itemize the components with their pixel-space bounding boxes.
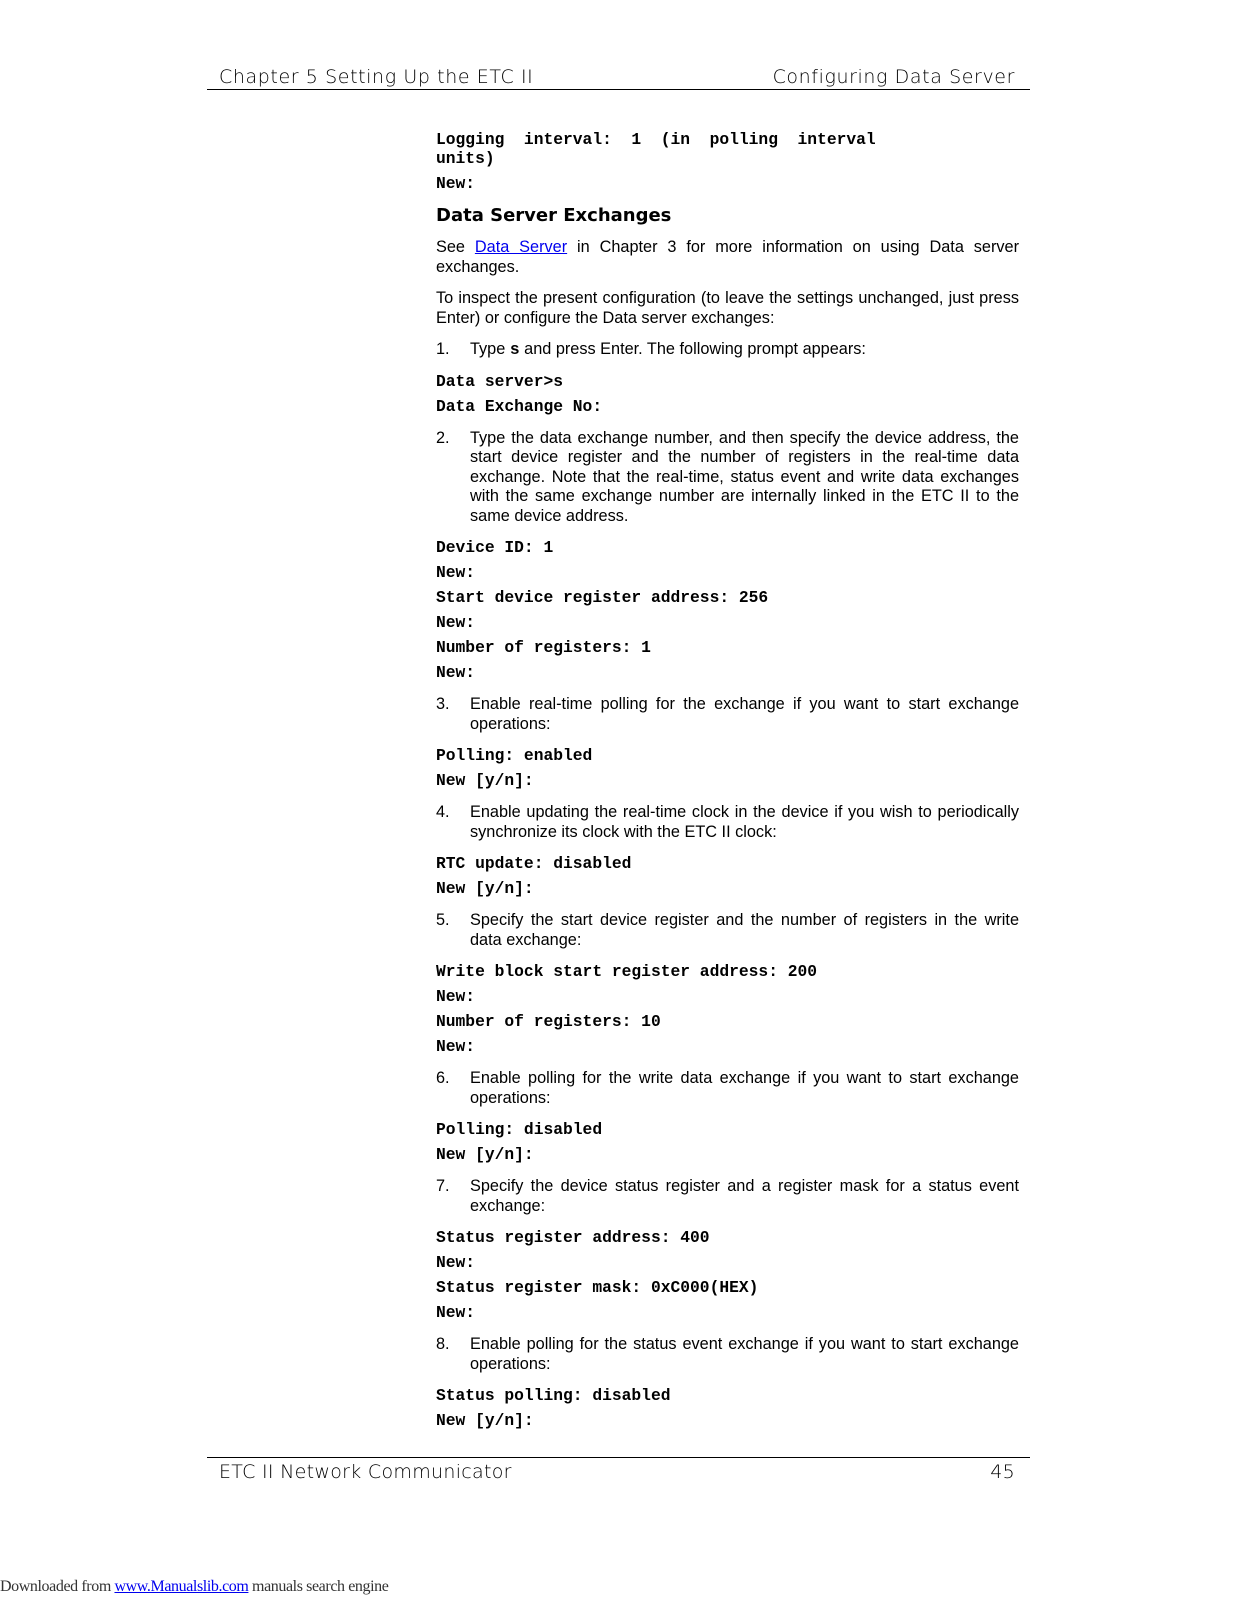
step-text: Enable updating the real-time clock in the device if you wish to periodically synchronize its clock with the ETC II clock: [470,803,1019,841]
step-number: 1. [436,340,450,358]
inspect-config-paragraph: To inspect the present configuration (to leave the settings unchanged, just press Enter) or configure the Data server exchanges: [436,289,1019,327]
logging-new-prompt: New: [436,174,476,193]
step-text: Type the data exchange number, and then specify the device address, the start device register and the number of registers in the real-time data exchange. Note that the real-time, status event and write data exchanges with the same exchange number are internally linked in the ETC II to the same device address. [470,428,1019,525]
see-data-server-paragraph: See Data Server in Chapter 3 for more information on using Data server exchanges. [436,238,1019,276]
header-rule [207,89,1030,90]
step-item [436,911,1019,950]
console-prompt: Status polling: disabled [436,1386,671,1405]
console-prompt: New [y/n]: [436,771,534,790]
console-prompt: Write block start register address: 200 [436,962,818,981]
step-number: 8. [436,1335,450,1353]
console-prompt: Status register address: 400 [436,1228,710,1247]
running-header-section: Configuring Data Server [772,66,1015,88]
page-content [436,130,1019,1430]
step-item [436,803,1019,842]
step-text: Enable polling for the status event exchange if you want to start exchange operations: [470,1335,1019,1373]
steps-list [436,340,1019,1430]
console-prompt: New [y/n]: [436,1411,534,1430]
console-prompt: New: [436,613,476,632]
console-prompt: New: [436,563,476,582]
step-text: Type s and press Enter. The following prompt appears: [470,340,866,359]
console-prompt: New: [436,1303,476,1322]
logging-interval-prompt: Logging interval: 1 (in polling interval units) [436,130,886,168]
footer-rule [207,1457,1030,1458]
step-number: 7. [436,1177,450,1195]
page-number: 45 [990,1461,1015,1483]
console-prompt: Device ID: 1 [436,538,554,557]
step-item [436,695,1019,734]
console-prompt: New: [436,987,476,1006]
console-prompt: Polling: disabled [436,1120,603,1139]
inline-command: s [509,340,520,359]
console-prompt: New [y/n]: [436,1145,534,1164]
console-prompt: Start device register address: 256 [436,588,769,607]
console-prompt: Polling: enabled [436,746,593,765]
step-text: Specify the device status register and a register mask for a status event exchange: [470,1177,1019,1215]
step-text: Enable real-time polling for the exchange if you want to start exchange operations: [470,695,1019,733]
step-text: Enable polling for the write data exchange if you want to start exchange operations: [470,1069,1019,1107]
running-header-chapter: Chapter 5 Setting Up the ETC II [219,66,534,88]
step-number: 4. [436,803,450,821]
step-number: 2. [436,428,450,447]
console-prompt: Data server>s [436,371,564,391]
console-prompt: Data Exchange No: [436,396,603,416]
step-item [436,1335,1019,1374]
step-number: 6. [436,1069,450,1087]
section-heading: Data Server Exchanges [436,205,672,226]
data-server-link[interactable]: Data Server [474,238,568,256]
step-number: 5. [436,911,450,929]
console-prompt: Number of registers: 10 [436,1012,661,1031]
step-item [436,1069,1019,1108]
manualslib-link[interactable]: www.Manualslib.com [114,1578,249,1595]
step-item [436,1177,1019,1216]
console-prompt: New: [436,1253,476,1272]
footer-title: ETC II Network Communicator [219,1461,512,1483]
step-text: Specify the start device register and the number of registers in the write data exchange: [470,911,1019,949]
step-item [436,340,1019,360]
step-item [436,429,1019,527]
console-prompt: RTC update: disabled [436,854,632,873]
console-prompt: New: [436,663,476,682]
console-prompt: Number of registers: 1 [436,638,651,657]
console-prompt: New [y/n]: [436,879,534,898]
console-prompt: New: [436,1037,476,1056]
step-number: 3. [436,695,450,713]
console-prompt: Status register mask: 0xC000(HEX) [436,1278,759,1297]
download-notice: Downloaded from www.Manualslib.com manuals search engine [0,1578,389,1595]
